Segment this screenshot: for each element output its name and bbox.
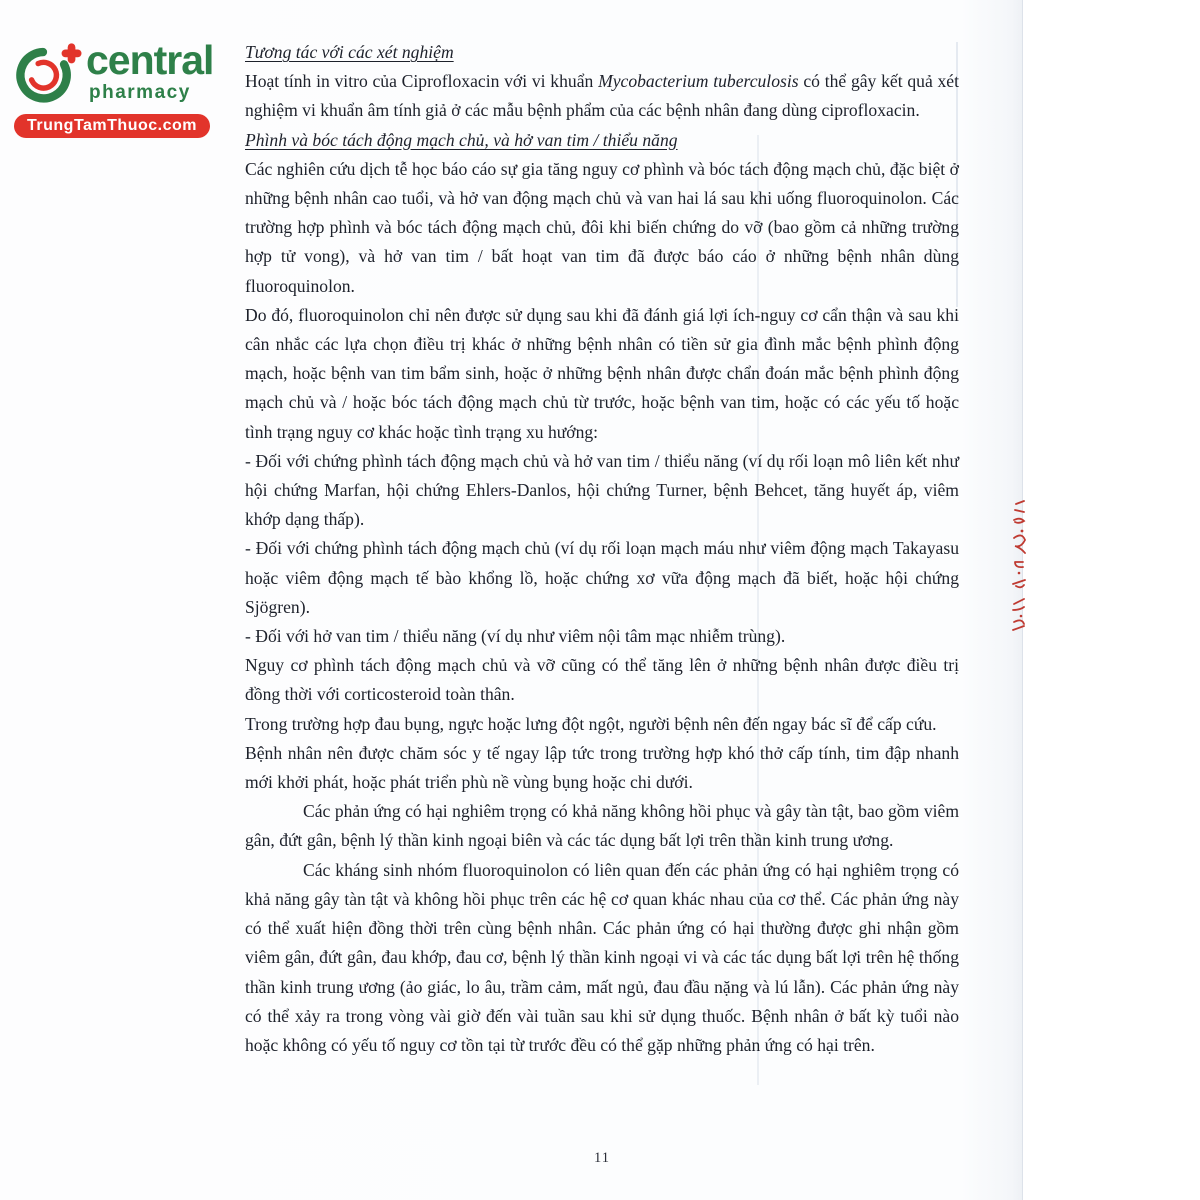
body-paragraph: Các phản ứng có hại nghiêm trọng có khả năng không hồi phục và gây tàn tật, bao gồm viêm gân, đứt gân, bệnh lý thần kinh ngoại biên và các tác dụng bất lợi trên thần kinh trung ương.	[245, 801, 959, 851]
red-handwriting-annotation	[1002, 500, 1028, 634]
body-paragraph: Các nghiên cứu dịch tễ học báo cáo sự gia tăng nguy cơ phình và bóc tách động mạch chủ, đặc biệt ở những bệnh nhân cao tuổi, và hở van động mạch chủ và van hai lá sau khi uống fluoroquinolon. Các trường hợp phình và bóc tách động mạch chủ, đôi khi biến chứng do vỡ (bao gồm cả những trường hợp tử vong), và hở van tim / bất hoạt van tim đã được báo cáo ở những bệnh nhân dùng fluoroquinolon.	[245, 158, 959, 296]
body-paragraph: Bệnh nhân nên được chăm sóc y tế ngay lập tức trong trường hợp khó thở cấp tính, tim đập nhanh mới khởi phát, hoặc phát triển phù nề vùng bụng hoặc chi dưới.	[245, 742, 959, 793]
logo-domain-badge: TrungTamThuoc.com	[14, 114, 210, 138]
body-paragraph: Do đó, fluoroquinolon chỉ nên được sử dụng sau khi đã đánh giá lợi ích-nguy cơ cẩn thận và sau khi cân nhắc các lựa chọn điều trị khác ở những bệnh nhân có tiền sử gia đình mắc bệnh phình động mạch, hoặc bệnh van tim bẩm sinh, hoặc ở những bệnh nhân được chẩn đoán mắc bệnh phình động mạch chủ và / hoặc bóc tách động mạch chủ từ trước, hoặc bệnh van tim, hoặc có các yếu tố hoặc tình trạng nguy cơ khác hoặc tình trạng xu hướng:	[245, 304, 959, 442]
pharmacy-c-plus-icon	[14, 36, 86, 108]
section-heading: Tương tác với các xét nghiệm	[245, 42, 454, 62]
section-heading: Phình và bóc tách động mạch chủ, và hở van tim / thiểu năng	[245, 129, 678, 150]
page-number: 11	[594, 1150, 610, 1166]
body-paragraph: Trong trường hợp đau bụng, ngực hoặc lưng đột ngột, người bệnh nên đến ngay bác sĩ để cấp cứu.	[245, 713, 937, 734]
body-paragraph: Hoạt tính in vitro của Ciprofloxacin với vi khuẩn Mycobacterium tuberculosis có thể gây kết quả xét nghiệm vi khuẩn âm tính giả ở các mẫu bệnh phẩm của các bệnh nhân đang dùng ciprofloxacin.	[245, 71, 959, 121]
body-paragraph: - Đối với chứng phình tách động mạch chủ (ví dụ rối loạn mạch máu như viêm động mạch Takayasu hoặc viêm động mạch tế bào khổng lồ, hoặc chứng xơ vữa động mạch đã biết, hoặc hội chứng Sjögren).	[245, 538, 959, 617]
body-paragraph: - Đối với chứng phình tách động mạch chủ và hở van tim / thiểu năng (ví dụ rối loạn mô liên kết như hội chứng Marfan, hội chứng Ehlers-Danlos, hội chứng Turner, bệnh Behcet, tăng huyết áp, viêm khớp dạng thấp).	[245, 450, 959, 530]
logo-brand-text: central	[86, 37, 214, 83]
body-paragraph: - Đối với hở van tim / thiểu năng (ví dụ như viêm nội tâm mạc nhiễm trùng).	[245, 626, 786, 647]
body-paragraph: Nguy cơ phình tách động mạch chủ và vỡ cũng có thể tăng lên ở những bệnh nhân được điều trị đồng thời với corticosteroid toàn thân.	[245, 655, 959, 705]
body-paragraph: Các kháng sinh nhóm fluoroquinolon có liên quan đến các phản ứng có hại nghiêm trọng có khả năng gây tàn tật và không hồi phục trên các hệ cơ quan khác nhau của cơ thể. Các phản ứng này có thể xuất hiện đồng thời trên cùng bệnh nhân. Các phản ứng có hại thường được ghi nhận gồm viêm gân, đứt gân, đau khớp, đau cơ, bệnh lý thần kinh ngoại vi và các tác dụng bất lợi trên hệ thống thần kinh trung ương (ảo giác, lo âu, trầm cảm, mất ngủ, đau đầu nặng và lú lẫn). Các phản ứng này có thể xảy ra trong vòng vài giờ đến vài tuần sau khi sử dụng thuốc. Bệnh nhân ở bất kỳ tuổi nào hoặc không có yếu tố nguy cơ tồn tại từ trước đều có thể gặp những phản ứng có hại trên.	[245, 859, 959, 1055]
document-body	[245, 38, 959, 1060]
logo-tagline-text: pharmacy	[89, 82, 191, 103]
central-pharmacy-logo	[12, 34, 222, 142]
